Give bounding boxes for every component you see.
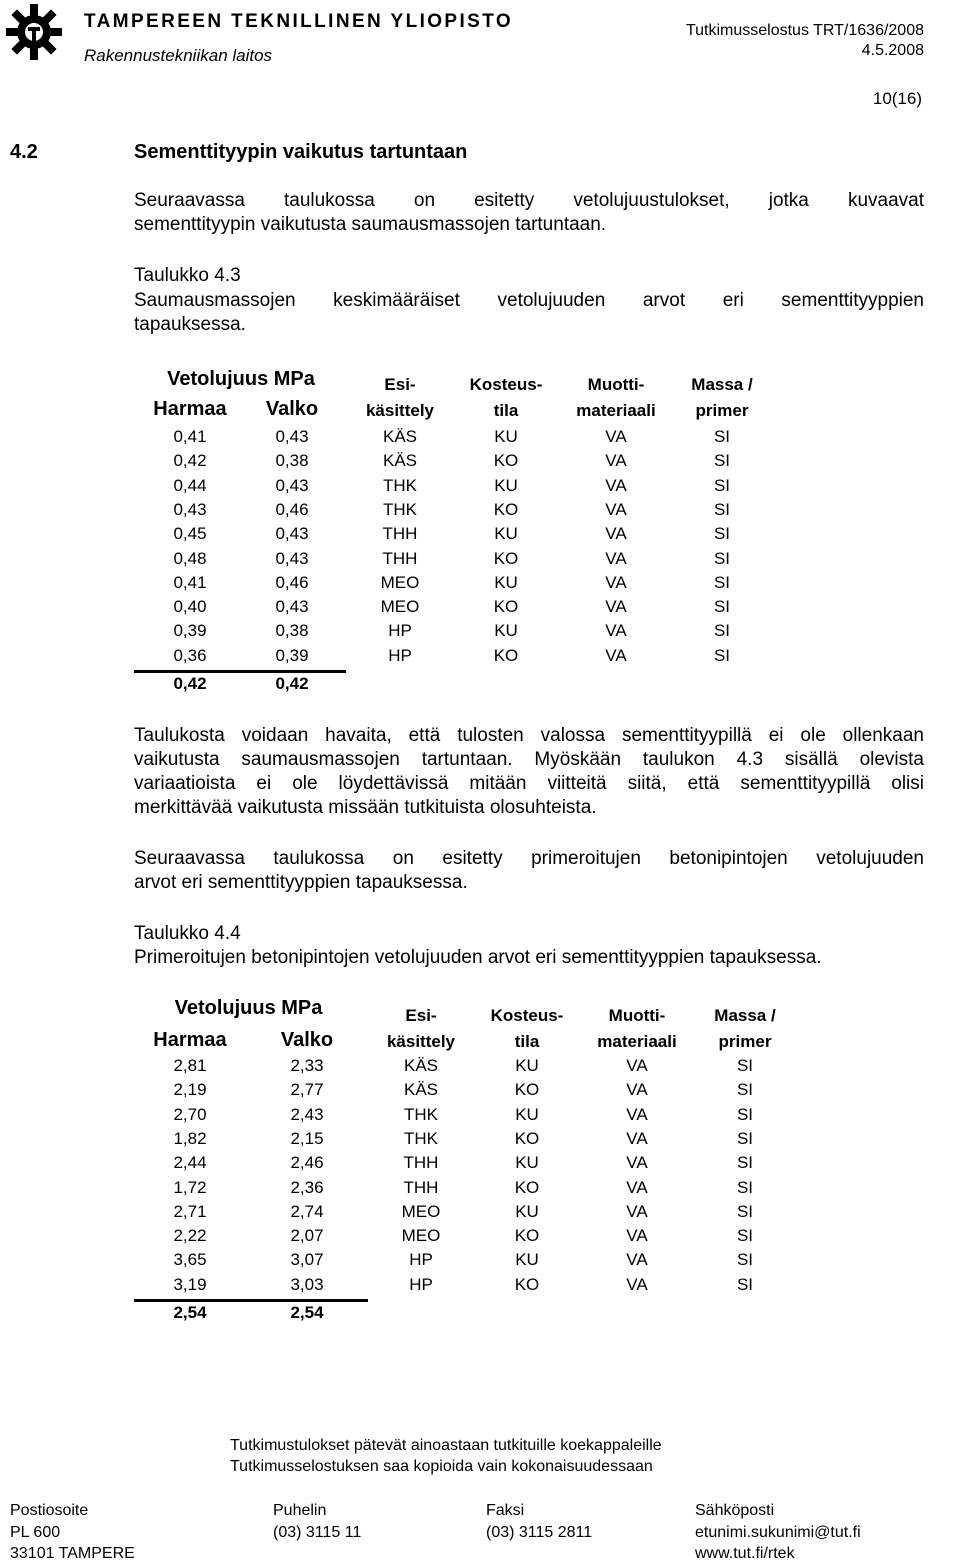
table-cell: THK — [404, 1104, 438, 1124]
caption-line: Saumausmassojen keskimääräiset vetolujuuden arvot eri sementtityyppien — [134, 290, 924, 311]
table-cell: MEO — [380, 572, 420, 592]
table-cell: SI — [736, 1104, 754, 1124]
table-cell: 3,03 — [290, 1274, 324, 1294]
table-cell: VA — [605, 451, 627, 471]
table-cell: 1,82 — [173, 1128, 207, 1148]
table-cell: SI — [713, 499, 731, 519]
table-cell: 0,43 — [173, 499, 207, 519]
table-cell: KO — [493, 499, 519, 519]
column-header: materiaali — [597, 1032, 677, 1051]
footer-postal-city: 33101 TAMPERE — [10, 1545, 135, 1562]
footer-postal-box: PL 600 — [10, 1524, 61, 1541]
average-cell: 2,54 — [173, 1303, 207, 1322]
table-cell: KU — [494, 621, 518, 641]
table-cell: THH — [382, 524, 418, 544]
average-rule-line — [134, 670, 346, 673]
table-cell: SI — [713, 572, 731, 592]
university-logo-icon — [6, 4, 62, 60]
table-cell: HP — [409, 1250, 433, 1270]
column-header: Esi- — [384, 375, 416, 394]
table-cell: MEO — [401, 1226, 441, 1246]
table-cell: 0,39 — [173, 621, 207, 641]
table-cell: VA — [605, 621, 627, 641]
table-cell: 0,48 — [173, 548, 207, 568]
table-cell: KU — [515, 1056, 539, 1075]
table-cell: 2,07 — [290, 1226, 324, 1246]
table-cell: 1,72 — [173, 1177, 207, 1197]
caption-line: tapauksessa. — [134, 314, 246, 335]
table-cell: SI — [736, 1080, 754, 1100]
table-cell: VA — [605, 645, 627, 665]
para-line: Taulukosta voidaan havaita, että tulosten valossa sementtityypillä ei ole ollenkaan — [134, 725, 924, 746]
footer-phone-label: Puhelin — [273, 1502, 327, 1519]
para-line: Seuraavassa taulukossa on esitetty primeroitujen betonipintojen vetolujuuden — [134, 848, 924, 869]
para-line: vaikutusta saumausmassojen tartuntaan. Myöskään taulukon 4.3 sisällä olevista — [134, 749, 924, 770]
table-cell: 2,77 — [290, 1080, 324, 1100]
table-cell: VA — [605, 548, 627, 568]
table-cell: 2,74 — [290, 1201, 324, 1221]
table-cell: VA — [605, 597, 627, 617]
table-cell: 0,44 — [173, 475, 207, 495]
column-header: käsittely — [386, 1032, 456, 1051]
table2-intro-paragraph — [134, 847, 924, 895]
table-cell: VA — [626, 1274, 648, 1294]
section-number: 4.2 — [10, 141, 38, 163]
table-cell: VA — [626, 1226, 648, 1246]
table-cell: SI — [713, 451, 731, 471]
table-cell: KO — [514, 1080, 540, 1100]
footer-email-label: Sähköposti — [695, 1502, 775, 1519]
table-cell: KU — [515, 1250, 539, 1270]
table-cell: KÄS — [403, 1080, 439, 1100]
table-cell: KO — [514, 1177, 540, 1197]
table-cell: 3,65 — [173, 1250, 207, 1270]
column-header: Harmaa — [153, 398, 227, 420]
footer-fax-label: Faksi — [486, 1502, 525, 1519]
table-cell: 2,70 — [173, 1104, 207, 1124]
table-cell: 2,33 — [290, 1056, 324, 1075]
intro-line: Seuraavassa taulukossa on esitetty vetolujuustulokset, jotka kuvaavat — [134, 190, 924, 211]
footer-email: etunimi.sukunimi@tut.fi — [695, 1524, 861, 1541]
table-cell: HP — [388, 645, 412, 665]
table-cell: 0,38 — [275, 451, 309, 471]
table-cell: SI — [713, 548, 731, 568]
table-cell: 2,43 — [290, 1104, 324, 1124]
table-cell: 0,41 — [173, 427, 207, 446]
table-cell: VA — [626, 1104, 648, 1124]
table2-caption: Primeroitujen betonipintojen vetolujuuden arvot eri sementtityyppien tapauksessa. — [134, 947, 822, 968]
table-cell: SI — [736, 1177, 754, 1197]
table-cell: 2,22 — [173, 1226, 207, 1246]
para-line: variaatioista ei ole löydettävissä mitään viitteitä siitä, että sementtityypillä olisi — [134, 773, 924, 794]
table-cell: THK — [404, 1128, 438, 1148]
table-cell: KÄS — [382, 451, 418, 471]
table-cell: 2,36 — [290, 1177, 324, 1197]
column-header: Muotti- — [587, 375, 645, 394]
table-cell: 0,46 — [275, 572, 309, 592]
report-number: Tutkimusselostus TRT/1636/2008 — [685, 22, 924, 39]
table-cell: 0,43 — [275, 475, 309, 495]
table-cell: VA — [626, 1128, 648, 1148]
table-cell: SI — [713, 475, 731, 495]
table-cell: KÄS — [382, 427, 418, 446]
table-cell: 0,36 — [173, 645, 207, 665]
disclaimer-line: Tutkimusselostuksen saa kopioida vain kokonaisuudessaan — [230, 1458, 653, 1475]
column-header: primer — [718, 1032, 772, 1051]
table-cell: KU — [494, 524, 518, 544]
table-cell: 0,40 — [173, 597, 207, 617]
table-cell: 2,19 — [173, 1080, 207, 1100]
table-cell: KU — [494, 475, 518, 495]
table-cell: THK — [383, 499, 417, 519]
table-cell: SI — [713, 621, 731, 641]
department-name: Rakennustekniikan laitos — [84, 46, 273, 65]
table-cell: 2,46 — [290, 1153, 324, 1173]
intro-paragraph — [134, 189, 924, 237]
report-date: 4.5.2008 — [861, 42, 924, 59]
table-cell: VA — [605, 427, 627, 446]
table-cell: THK — [383, 475, 417, 495]
column-header: Muotti- — [608, 1006, 666, 1025]
table-cell: KO — [493, 645, 519, 665]
column-header: tila — [493, 401, 519, 420]
table-cell: 2,71 — [173, 1201, 207, 1221]
column-header: Valko — [280, 1029, 334, 1051]
table-cell: HP — [409, 1274, 433, 1294]
table-cell: 3,19 — [173, 1274, 207, 1294]
table-cell: 0,43 — [275, 427, 309, 446]
table-cell: VA — [605, 475, 627, 495]
table-cell: 3,07 — [290, 1250, 324, 1270]
column-header: primer — [695, 401, 749, 420]
table-cell: KU — [515, 1104, 539, 1124]
table-cell: KU — [515, 1153, 539, 1173]
disclaimer-line: Tutkimustulokset pätevät ainoastaan tutkituille koekappaleille — [230, 1437, 662, 1454]
column-header: Valko — [265, 398, 319, 420]
table-cell: 0,39 — [275, 645, 309, 665]
table-cell: SI — [713, 524, 731, 544]
table-cell: SI — [736, 1274, 754, 1294]
table-cell: MEO — [401, 1201, 441, 1221]
table-cell: KU — [515, 1201, 539, 1221]
table-cell: 0,38 — [275, 621, 309, 641]
column-header: käsittely — [365, 401, 435, 420]
table-cell: SI — [713, 427, 731, 446]
table-cell: 2,15 — [290, 1128, 324, 1148]
table-cell: KO — [493, 597, 519, 617]
para-line: arvot eri sementtityyppien tapauksessa. — [134, 872, 468, 893]
table-cell: 0,46 — [275, 499, 309, 519]
table-cell: VA — [605, 524, 627, 544]
table-cell: VA — [605, 572, 627, 592]
column-header: Kosteus- — [469, 375, 543, 394]
table-cell: SI — [713, 645, 731, 665]
table-cell: VA — [626, 1153, 648, 1173]
table-cell: 0,42 — [173, 451, 207, 471]
table-cell: MEO — [380, 597, 420, 617]
average-rule-line — [134, 1299, 368, 1302]
column-header: tila — [514, 1032, 540, 1051]
table-cell: KO — [514, 1128, 540, 1148]
footer-postal-label: Postiosoite — [10, 1502, 89, 1519]
table-cell: KO — [493, 548, 519, 568]
table-cell: 0,43 — [275, 524, 309, 544]
intro-line: sementtityypin vaikutusta saumausmassojen tartuntaan. — [134, 214, 607, 235]
table-cell: SI — [736, 1128, 754, 1148]
table-cell: VA — [605, 499, 627, 519]
table-cell: VA — [626, 1177, 648, 1197]
table-cell: 0,43 — [275, 597, 309, 617]
table-cell: HP — [388, 621, 412, 641]
table-cell: VA — [626, 1201, 648, 1221]
table-cell: SI — [736, 1226, 754, 1246]
section-title: Sementtityypin vaikutus tartuntaan — [134, 141, 468, 163]
table-cell: KÄS — [403, 1056, 439, 1075]
table2-caption-label: Taulukko 4.4 — [134, 923, 241, 944]
footer-fax-number: (03) 3115 2811 — [486, 1524, 593, 1541]
table-cell: SI — [736, 1201, 754, 1221]
table-cell: SI — [736, 1056, 754, 1075]
table-cell: VA — [626, 1056, 648, 1075]
column-header: Harmaa — [153, 1029, 227, 1051]
average-cell: 2,54 — [290, 1303, 324, 1322]
footer-phone-number: (03) 3115 11 — [273, 1524, 362, 1541]
analysis-paragraph — [134, 724, 924, 820]
para-line: merkittävää vaikutusta missään tutkituista olosuhteista. — [134, 797, 597, 818]
table-cell: KU — [494, 572, 518, 592]
table-cell: 2,81 — [173, 1056, 207, 1075]
table-cell: THH — [403, 1177, 439, 1197]
table-cell: THH — [403, 1153, 439, 1173]
table-cell: SI — [736, 1250, 754, 1270]
column-header: Massa / — [691, 375, 753, 394]
table-cell: KO — [514, 1226, 540, 1246]
table-cell: VA — [626, 1250, 648, 1270]
table-cell: 0,41 — [173, 572, 207, 592]
average-cell: 0,42 — [173, 674, 207, 693]
column-header: Kosteus- — [490, 1006, 564, 1025]
column-header: Esi- — [405, 1006, 437, 1025]
table-cell: 0,43 — [275, 548, 309, 568]
footer-website: www.tut.fi/rtek — [695, 1545, 795, 1562]
table-cell: SI — [736, 1153, 754, 1173]
table1-caption — [134, 289, 924, 337]
table-cell: 0,45 — [173, 524, 207, 544]
table-cell: KO — [514, 1274, 540, 1294]
average-cell: 0,42 — [275, 674, 309, 693]
table-cell: 2,44 — [173, 1153, 207, 1173]
group-header: Vetolujuus MPa — [174, 997, 323, 1019]
column-header: Massa / — [714, 1006, 776, 1025]
table-cell: KU — [494, 427, 518, 446]
table1-caption-label: Taulukko 4.3 — [134, 265, 241, 286]
table-cell: SI — [713, 597, 731, 617]
table-cell: KO — [493, 451, 519, 471]
group-header: Vetolujuus MPa — [167, 368, 315, 390]
university-name: TAMPEREEN TEKNILLINEN YLIOPISTO — [84, 11, 514, 32]
table-cell: VA — [626, 1080, 648, 1100]
table-cell: THH — [382, 548, 418, 568]
column-header: materiaali — [576, 401, 656, 420]
page-number: 10(16) — [872, 89, 922, 108]
